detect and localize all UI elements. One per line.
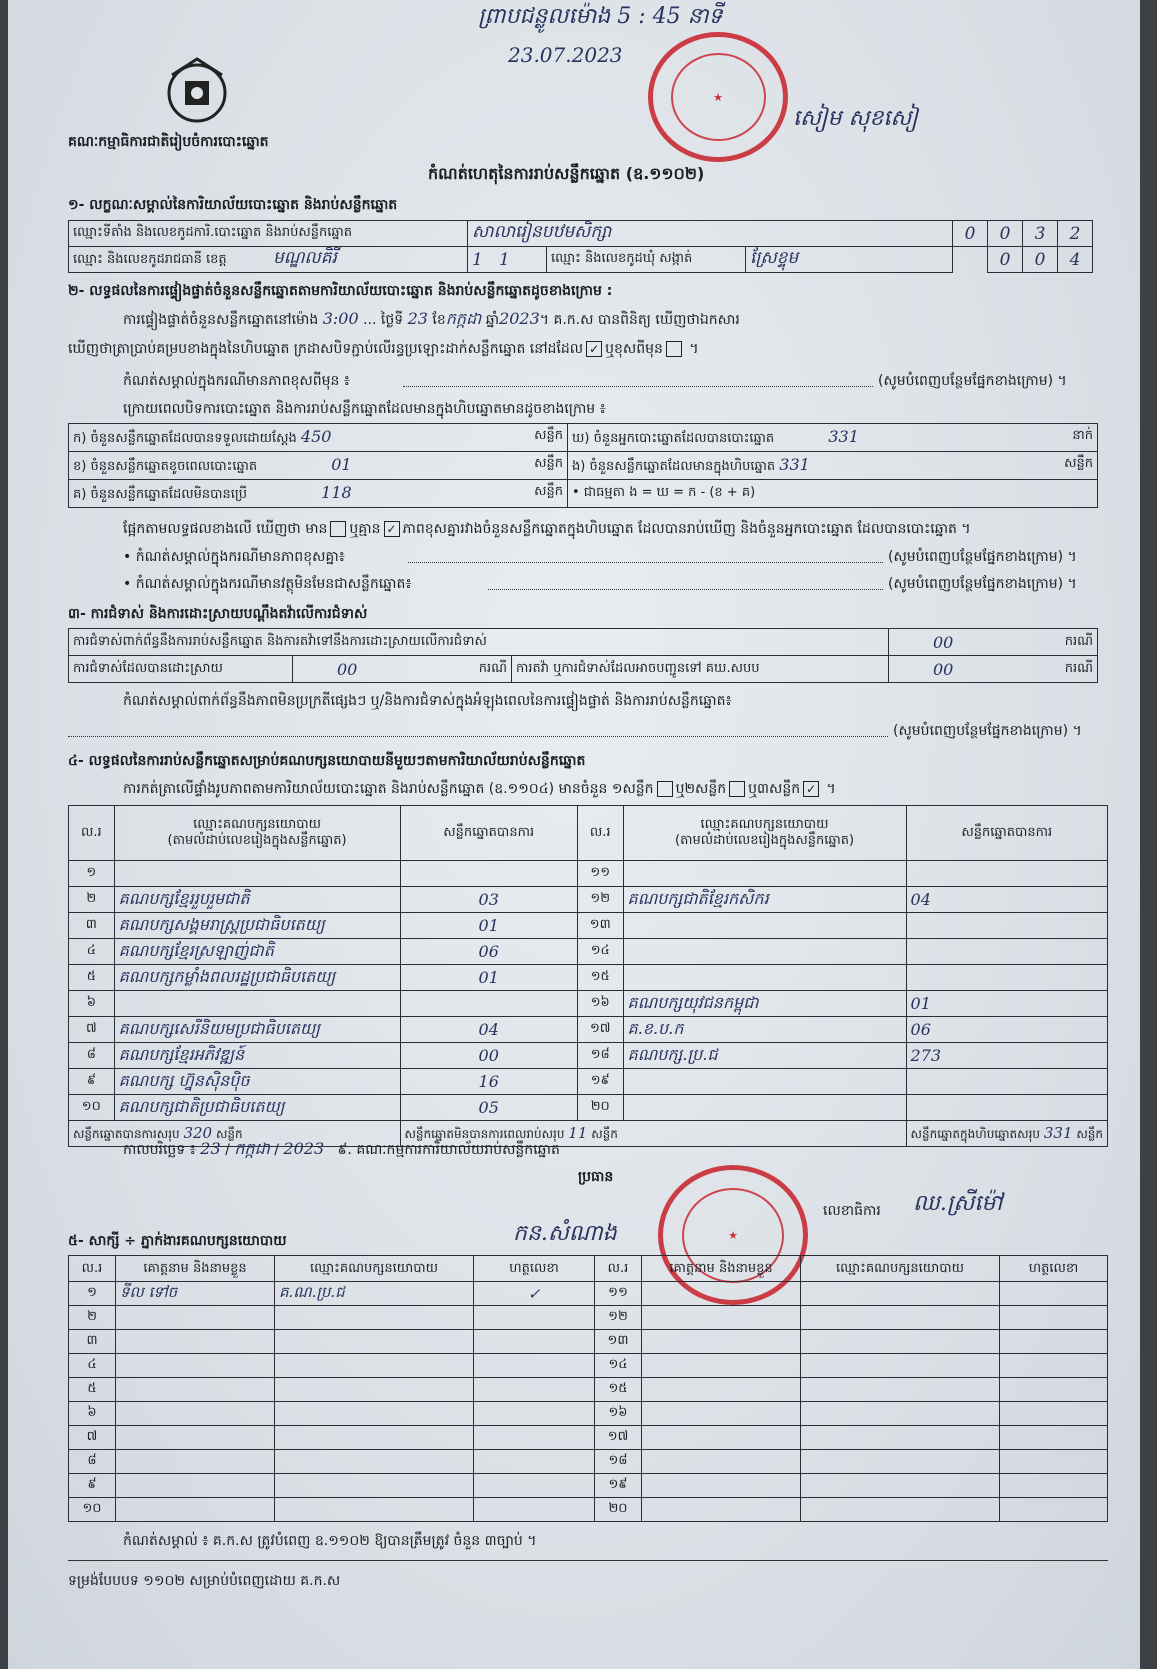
count-formula: • ជាធម្មតា ង = ឃ = ក - (ខ + គ) (568, 480, 1098, 508)
witness-name (116, 1402, 275, 1426)
witness-signature (474, 1450, 595, 1474)
form-footer: ទម្រង់បែបបទ ១១០២ សម្រាប់បំពេញដោយ គ.ក.ស (68, 1573, 341, 1589)
fill-hint: (សូមបំពេញបន្ថែមផ្នែកខាងក្រោម) ។ (888, 549, 1077, 565)
total-invalid: សន្លឹកឆ្នោតមិនបានការពេលរាប់សរុប 11 សន្លឹក (400, 1121, 906, 1147)
table-row (69, 1426, 1108, 1450)
three-sheets-checkbox: ✓ (803, 781, 819, 797)
row-number: ៣ (69, 913, 115, 939)
row-number: ១៦ (577, 991, 623, 1017)
objection-count: 00 ករណី (889, 629, 1098, 656)
witness-name (116, 1498, 275, 1522)
row-number: ១៦ (595, 1402, 642, 1426)
row-number: ១០ (69, 1095, 115, 1121)
forwarded-label: ការតវ៉ា ឬការជំទាស់ដែលអាចបញ្ជូនទៅ គឃ.សបប (512, 656, 889, 683)
official-seal-top: ★ (648, 32, 788, 162)
party-votes (906, 939, 1107, 965)
row-number: ៦ (69, 991, 115, 1017)
party-name: គណបក្សខ្មែរអភិវឌ្ឍន៍ (114, 1043, 400, 1069)
row-number: ១០ (69, 1498, 116, 1522)
fill-hint: (សូមបំពេញបន្ថែមផ្នែកខាងក្រោម) ។ (878, 373, 1067, 389)
party-votes (400, 991, 577, 1017)
witness-name (116, 1330, 275, 1354)
table-row (69, 1402, 1108, 1426)
row-number: ២០ (595, 1498, 642, 1522)
witness-name (116, 1450, 275, 1474)
table-row (69, 1354, 1108, 1378)
sec1-r2-code: 1 1 (468, 247, 547, 273)
code-digit: 0 (953, 221, 988, 247)
party-votes: 01 (400, 965, 577, 991)
party-name (623, 1069, 906, 1095)
table-row (69, 1378, 1108, 1402)
row-number: ១៧ (577, 1017, 623, 1043)
party-votes: 06 (400, 939, 577, 965)
row-number: ២០ (577, 1095, 623, 1121)
witness-table: ល.រ គោត្តនាម និងនាមខ្លួន ឈ្មោះគណបក្សនយោបាយ ហត្ថលេខា ល.រ គោត្តនាម និងនាមខ្លួន ឈ្មោះគណបក្សនយោបាយ ហត្ថលេខា ១ ទីល ទៅច គ.ណ.ប្រ.ជ ✓ ១១ ២ ១២ ៣ ១៣ ៤ ១៤ ៥ ១៥ ៦ ១៦ ៧ ១៧ ៨ ១៨ ៩ ១៩ ១០ ២០ (68, 1255, 1108, 1522)
row-number: ១៩ (595, 1474, 642, 1498)
party-name (623, 913, 906, 939)
party-name: គណបក្សយុវជនកម្ពុជា (623, 991, 906, 1017)
party-votes: 00 (400, 1043, 577, 1069)
table-row (69, 887, 1108, 913)
witness-signature (474, 1498, 595, 1522)
compare-text: ផ្អែកតាមលទ្ធផលខាងលើ ឃើញថា មាន ឬគ្មាន ✓ ភាពខុសគ្នារវាងចំនួនសន្លឹកឆ្នោតក្នុងហិបឆ្នោត ដែលបានរាប់ឃើញ និងចំនួនអ្នកបោះឆ្នោត ដែលបានបោះឆ្នោត ។ (123, 521, 971, 537)
table-row (69, 1069, 1108, 1095)
party-votes (906, 965, 1107, 991)
count-table (68, 423, 1098, 508)
party-votes: 03 (400, 887, 577, 913)
sec1-r1-value: សាលារៀនបឋមសិក្សា (468, 221, 953, 247)
witness-party (275, 1450, 474, 1474)
document-page (8, 0, 1140, 1669)
row-number: ១២ (577, 887, 623, 913)
row-number: ៣ (69, 1330, 116, 1354)
table-row (69, 861, 1108, 887)
count-ko: គ) ចំនួនសន្លឹកឆ្នោតដែលមិនបានប្រើ 118 សន្លឹក (69, 480, 568, 508)
code-digit: 3 (1023, 221, 1058, 247)
party-votes: 01 (400, 913, 577, 939)
sec1-title: ១- លក្ខណៈសម្គាល់នៃការិយាល័យបោះឆ្នោត និងរាប់សន្លឹកឆ្នោត (68, 197, 398, 213)
witness-signature (474, 1306, 595, 1330)
sec3-table (68, 628, 1098, 683)
row-number: ១ (69, 1282, 116, 1306)
party-votes: 04 (400, 1017, 577, 1043)
witness-party (275, 1330, 474, 1354)
party-votes (906, 861, 1107, 887)
party-name (114, 861, 400, 887)
row-number: ៥ (69, 965, 115, 991)
table-row (69, 1017, 1108, 1043)
witness-name (116, 1474, 275, 1498)
party-votes: 01 (906, 991, 1107, 1017)
witness-name (116, 1354, 275, 1378)
row-number: ១៧ (595, 1426, 642, 1450)
table-row (69, 1498, 1108, 1522)
witness-signature (474, 1402, 595, 1426)
sec2-title: ២- លទ្ធផលនៃការផ្ទៀងផ្ទាត់ចំនួនសន្លឹកឆ្នោតតាមការិយាល័យបោះឆ្នោត និងរាប់សន្លឹកឆ្នោតដូចខាងក្រោម : (68, 283, 613, 299)
count-kha: ខ) ចំនួនសន្លឹកឆ្នោតខូចពេលបោះឆ្នោត 01 សន្លឹក (69, 452, 568, 480)
witness-name (116, 1378, 275, 1402)
table-row (69, 991, 1108, 1017)
witness-party (275, 1378, 474, 1402)
party-name: គណបក្សខ្មែររួបរួមជាតិ (114, 887, 400, 913)
row-number: ៨ (69, 1043, 115, 1069)
sec1-r1-label: ឈ្មោះទីតាំង និងលេខកូដការិ.បោះឆ្នោត និងរាប់សន្លឹកឆ្នោត (69, 221, 468, 247)
party-name: គណបក្សកម្លាំងពលរដ្ឋប្រជាធិបតេយ្យ (114, 965, 400, 991)
row-number: ១៥ (577, 965, 623, 991)
note-line (403, 386, 873, 387)
row-number: ៩ (69, 1474, 116, 1498)
secretary-label: លេខាធិការ (823, 1203, 881, 1219)
witness-party: គ.ណ.ប្រ.ជ (275, 1282, 474, 1306)
witness-party (275, 1354, 474, 1378)
party-votes (906, 913, 1107, 939)
table-row (69, 1282, 1108, 1306)
code-digit: 2 (1058, 221, 1093, 247)
row-number: ២ (69, 887, 115, 913)
row-number: ៧ (69, 1017, 115, 1043)
party-votes: 16 (400, 1069, 577, 1095)
sec2-para2: ឃើញថាត្រាប្រាប់គម្របខាងក្នុងនៃហិបឆ្នោត ក្រដាសបិទភ្ជាប់លើរន្ធប្រឡោះដាក់សន្លឹកឆ្នោត នៅដដែល ✓ ឬខុសពីមុន ។ (68, 341, 699, 357)
bullet-diff: • កំណត់សម្គាល់ក្នុងករណីមានភាពខុសគ្នា៖ (123, 549, 345, 565)
row-number: ១៤ (595, 1354, 642, 1378)
row-number: ១៥ (595, 1378, 642, 1402)
witness-signature (474, 1330, 595, 1354)
sec1-r2-value2: ស្រែខ្ទុម (746, 247, 953, 273)
party-name (623, 965, 906, 991)
party-votes: 05 (400, 1095, 577, 1121)
sec1-r2-label: ឈ្មោះ និងលេខកូដរាជធានី ខេត្ត (73, 252, 227, 267)
no-difference-checkbox: ✓ (384, 521, 400, 537)
table-row (69, 1306, 1108, 1330)
count-ka: ក) ចំនួនសន្លឹកឆ្នោតដែលបានទទួលដោយស្តែង 450 សន្លឹក (69, 424, 568, 452)
row-number: ១២ (595, 1306, 642, 1330)
received-date-note: 23.07.2023 (508, 43, 623, 67)
party-name (114, 991, 400, 1017)
party-votes: 273 (906, 1043, 1107, 1069)
table-row (69, 1043, 1108, 1069)
fill-hint: (សូមបំពេញបន្ថែមផ្នែកខាងក្រោម) ។ (893, 723, 1082, 739)
sec2-note-label: កំណត់សម្គាល់ក្នុងករណីមានភាពខុសពីមុន ៖ (123, 373, 350, 389)
count-gha: ឃ) ចំនួនអ្នកបោះឆ្នោតដែលបានបោះឆ្នោត 331 នាក់ (568, 424, 1098, 452)
table-row (69, 1095, 1108, 1121)
sec4-intro: ការកត់ត្រាលើផ្ទាំងរូបភាពតាមការិយាល័យបោះឆ្នោត និងរាប់សន្លឹកឆ្នោត (ឧ.១១០៤) មានចំនួន ១សន្លឹក ឬ២សន្លឹក ឬ៣សន្លឹក ✓ ។ (123, 781, 836, 797)
witness-signature: ✓ (474, 1282, 595, 1306)
party-name: គណបក្សសង្គមរាស្ត្រប្រជាធិបតេយ្យ (114, 913, 400, 939)
party-votes: 06 (906, 1017, 1107, 1043)
witness-signature (474, 1426, 595, 1450)
sec2-para1: ការផ្ទៀងផ្ទាត់ចំនួនសន្លឹកឆ្នោតនៅម៉ោង 3:00 ... ថ្ងៃទី 23 ខែកក្កដា ឆ្នាំ2023។ គ.ក.ស បានពិនិត្យ ឃើញថាឯកសារ (123, 309, 740, 328)
witness-party (275, 1402, 474, 1426)
bullet-nonballot: • កំណត់សម្គាល់ក្នុងករណីមានវត្ថុមិនមែនជាសន្លឹកឆ្នោត៖ (123, 576, 412, 592)
date-line: កាលបរិច្ឆេទ ៖ 23 / កក្កដា / 2023 ៩. គណៈកម្មការការិយាល័យរាប់សន្លឹកឆ្នោត (123, 1139, 560, 1158)
row-number: ១៨ (577, 1043, 623, 1069)
nec-logo (158, 55, 236, 125)
row-number: ៨ (69, 1450, 116, 1474)
row-number: ៧ (69, 1426, 116, 1450)
row-number: ១១ (595, 1282, 642, 1306)
witness-name (116, 1426, 275, 1450)
witness-party (275, 1426, 474, 1450)
party-votes (906, 1095, 1107, 1121)
row-number: ១១ (577, 861, 623, 887)
row-number: ១៣ (577, 913, 623, 939)
receiver-signature: សៀម សុខសៀ (793, 106, 918, 131)
party-name: គ.ខ.ប.ក (623, 1017, 906, 1043)
sec5-title: ៥- សាក្សី ÷ ភ្នាក់ងារគណបក្សនយោបាយ (68, 1233, 287, 1249)
party-name: គណបក្សខ្មែរស្រឡាញ់ជាតិ (114, 939, 400, 965)
witness-name: ទីល ទៅច (116, 1282, 275, 1306)
total-valid: សន្លឹកឆ្នោតបានការសរុប 320 សន្លឹក (69, 1121, 401, 1147)
party-votes (400, 861, 577, 887)
party-name: គណបក្ស.ប្រ.ជ (623, 1043, 906, 1069)
party-name: គណបក្ស ហ្វ៊ុនស៊ិនប៉ិច (114, 1069, 400, 1095)
code-digit: 0 (1023, 247, 1058, 273)
witness-party (275, 1498, 474, 1522)
witness-signature (474, 1354, 595, 1378)
sec1-r2-value: មណ្ឌលគិរី (273, 248, 337, 268)
row-number: ៦ (69, 1402, 116, 1426)
row-number: ៥ (69, 1378, 116, 1402)
table-row (69, 965, 1108, 991)
org-name: គណៈកម្មាធិការជាតិរៀបចំការបោះឆ្នោត (68, 134, 269, 150)
official-seal-bottom: ★ (658, 1165, 808, 1305)
chair-signature: កន.សំណាង (513, 1221, 617, 1246)
footnote: កំណត់សម្គាល់ ៖ គ.ក.ស ត្រូវបំពេញ ឧ.១១០២ ឱ្យបានត្រឹមត្រូវ ចំនួន ៣ច្បាប់ ។ (123, 1533, 537, 1549)
row-number: ១ (69, 861, 115, 887)
changed-checkbox (666, 341, 682, 357)
table-row (69, 1330, 1108, 1354)
code-digit: 0 (988, 247, 1023, 273)
witness-name (116, 1306, 275, 1330)
row-number: ៤ (69, 1354, 116, 1378)
party-name: គណបក្សសេរីនិយមប្រជាធិបតេយ្យ (114, 1017, 400, 1043)
table-row (69, 1450, 1108, 1474)
party-votes: 04 (906, 887, 1107, 913)
fill-hint: (សូមបំពេញបន្ថែមផ្នែកខាងក្រោម) ។ (888, 576, 1077, 592)
party-name: គណបក្សជាតិខ្មែរកសិករ (623, 887, 906, 913)
secretary-signature: ឈ.ស្រីម៉ៅ (913, 1191, 1003, 1216)
row-number: ៤ (69, 939, 115, 965)
chair-label: ប្រធាន (578, 1169, 614, 1185)
table-row (69, 939, 1108, 965)
unchanged-checkbox: ✓ (586, 341, 602, 357)
witness-party (275, 1306, 474, 1330)
witness-signature (474, 1378, 595, 1402)
party-name (623, 861, 906, 887)
sec1-table (68, 220, 1093, 273)
code-digit: 0 (988, 221, 1023, 247)
forwarded-count: 00 ករណី (889, 656, 1098, 683)
witness-party (275, 1474, 474, 1498)
table-row (69, 1474, 1108, 1498)
witness-signature (474, 1474, 595, 1498)
resolved-count: 00 ករណី (293, 656, 512, 683)
code-digit: 4 (1058, 247, 1093, 273)
party-name: គណបក្សជាតិប្រជាធិបតេយ្យ (114, 1095, 400, 1121)
sec1-r2-label2: ឈ្មោះ និងលេខកូដឃុំ សង្កាត់ (547, 247, 746, 273)
row-number: ១៨ (595, 1450, 642, 1474)
sec3-note: កំណត់សម្គាល់ពាក់ព័ន្ធនឹងភាពមិនប្រក្រតីផ្សេងៗ ឬ/និងការជំទាស់ក្នុងអំឡុងពេលនៃការផ្ទៀងផ្ទាត់ និងការរាប់សន្លឹកឆ្នោត៖ (123, 693, 732, 709)
objection-label: ការជំទាស់ពាក់ព័ន្ធនឹងការរាប់សន្លឹកឆ្នោត និងការតវ៉ាទៅនឹងការដោះស្រាយលើការជំទាស់ (69, 629, 889, 656)
row-number: ១៩ (577, 1069, 623, 1095)
party-name (623, 939, 906, 965)
row-number: ២ (69, 1306, 116, 1330)
row-number: ១៣ (595, 1330, 642, 1354)
row-number: ៩ (69, 1069, 115, 1095)
total-in-box: សន្លឹកឆ្នោតក្នុងហិបឆ្នោតសរុប 331 សន្លឹក (906, 1121, 1107, 1147)
result-intro: ក្រោយពេលបិទការបោះឆ្នោត និងការរាប់សន្លឹកឆ្នោតដែលមានក្នុងហិបឆ្នោតមានដូចខាងក្រោម ៖ (123, 401, 606, 417)
results-table: ល.រ ឈ្មោះគណបក្សនយោបាយ (តាមលំដាប់លេខរៀងក្នុងសន្លឹកឆ្នោត) សន្លឹកឆ្នោតបានការ ល.រ ឈ្មោះគណបក្សនយោបាយ (តាមលំដាប់លេខរៀងក្នុងសន្លឹកឆ្នោត) សន្លឹកឆ្នោតបានការ ១ ១១ ២ គណបក្សខ្មែររួបរួមជាតិ 03 ១២ គណបក្សជាតិខ្មែរកសិករ 04 ៣ គណបក្សសង្គមរាស្ត្រប្រជាធិបតេយ្យ 01 ១៣ ៤ គណបក្សខ្មែរស្រឡាញ់ជាតិ 06 ១៤ ៥ គណបក្សកម្លាំងពលរដ្ឋប្រជាធិបតេយ្យ 01 ១៥ ៦ ១៦ គណបក្សយុវជនកម្ពុជា 01 ៧ គណបក្សសេរីនិយមប្រជាធិបតេយ្យ 04 ១៧ គ.ខ.ប.ក 06 ៨ គណបក្សខ្មែរអភិវឌ្ឍន៍ 00 ១៨ គណបក្ស.ប្រ.ជ 273 ៩ គណបក្ស ហ្វ៊ុនស៊ិនប៉ិច 16 ១៩ ១០ គណបក្សជាតិប្រជាធិបតេយ្យ 05 ២០ សន្លឹកឆ្នោតបានការសរុប 320 សន្លឹក សន្លឹកឆ្នោតមិនបានការពេលរាប់សរុប 11 សន្លឹក សន្លឹកឆ្នោតក្នុងហិបឆ្នោតសរុប 331 សន្លឹក (68, 805, 1108, 1147)
count-ng: ង) ចំនួនសន្លឹកឆ្នោតដែលមានក្នុងហិបឆ្នោត 331 សន្លឹក (568, 452, 1098, 480)
doc-title: កំណត់ហេតុនៃការរាប់សន្លឹកឆ្នោត (ឧ.១១០២) (428, 164, 705, 183)
resolved-label: ការជំទាស់ដែលបានដោះស្រាយ (69, 656, 293, 683)
received-time-note: ព្រាបជន្លូលម៉ោង 5 : 45 នាទី (478, 4, 723, 29)
party-name (623, 1095, 906, 1121)
sec3-title: ៣- ការជំទាស់ និងការដោះស្រាយបណ្តឹងតវ៉ាលើការជំទាស់ (68, 606, 368, 622)
table-row (69, 913, 1108, 939)
party-votes (906, 1069, 1107, 1095)
sec4-title: ៤- លទ្ធផលនៃការរាប់សន្លឹកឆ្នោតសម្រាប់គណបក្សនយោបាយនីមួយៗតាមការិយាល័យរាប់សន្លឹកឆ្នោត (68, 753, 586, 769)
row-number: ១៤ (577, 939, 623, 965)
